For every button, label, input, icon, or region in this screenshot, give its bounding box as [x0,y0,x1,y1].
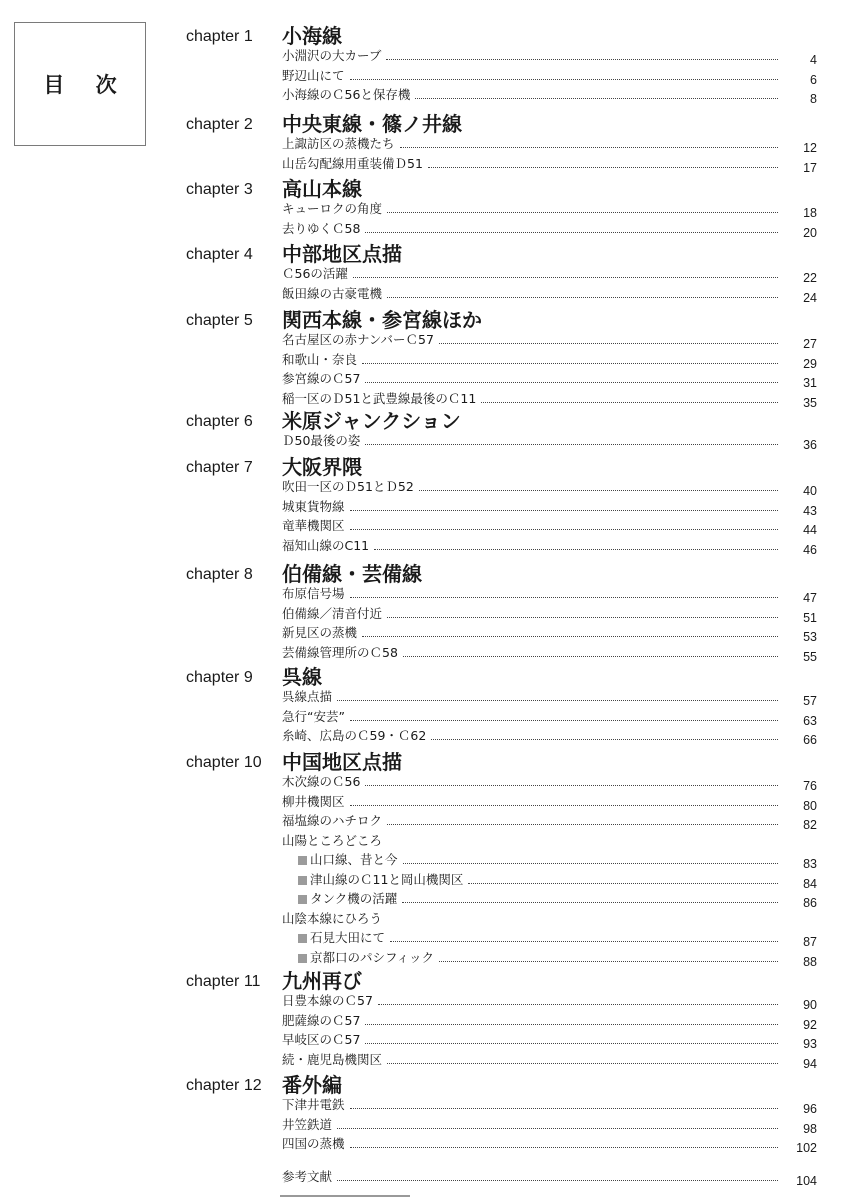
square-bullet-icon [298,954,307,963]
toc-entry [282,477,817,498]
toc-entry-label: 肥薩線のＣ57 [282,1012,361,1028]
toc-entry-label: 福塩線のハチロク [282,813,383,828]
toc-entry [282,1134,817,1155]
toc-entry-label: 小海線のＣ56と保存機 [282,87,411,102]
dot-leader [400,147,778,148]
chapter-number: chapter 12 [186,1077,262,1094]
toc-entry-label: 井笠鉄道 [282,1116,333,1132]
toc-entry-label: 参宮線のＣ57 [282,371,361,386]
toc-entry-page: 20 [803,225,817,240]
toc-entry-label [282,872,463,888]
toc-entry [282,154,817,175]
toc-entry-page: 17 [803,160,817,175]
toc-entry [282,604,817,625]
toc-entry [282,1167,817,1188]
dot-leader [428,167,778,168]
toc-title: 目 次 [43,73,129,97]
dot-leader [362,363,778,364]
chapter-title: 九州再び [282,969,362,993]
toc-entry-label: 芸備線管理所のＣ58 [282,644,398,660]
toc-entry [282,1095,817,1116]
dot-leader [387,824,778,825]
toc-entry-page: 12 [803,141,817,155]
toc-entry-label: 福知山線のC11 [282,537,370,553]
toc-entry-page: 93 [803,1037,817,1051]
toc-entry-page: 104 [796,1174,817,1188]
toc-entry [282,350,817,371]
toc-entry-page: 43 [803,503,817,518]
chapter-title: 中央東線・篠ノ井線 [282,112,462,136]
toc-entry [282,219,817,240]
toc-entry [282,831,811,849]
dot-leader [365,785,778,786]
chapter-heading [186,240,833,266]
toc-entry-page: 47 [803,591,817,605]
dot-leader [403,863,778,864]
toc-entry-page: 90 [803,998,817,1012]
toc-entry-label: Ｃ56の活躍 [282,266,348,281]
toc-entry [282,497,817,518]
toc-entry-label: 小淵沢の大カーブ [282,48,382,63]
toc-entry-label: 四国の蒸機 [282,1136,345,1151]
toc-entry-label: 続・鹿児島機関区 [282,1051,383,1067]
toc-entry [282,623,817,644]
toc-subentry [282,850,817,871]
dot-leader [350,529,778,530]
toc-entry-label: 急行“安芸” [282,708,345,724]
toc-entry-page: 87 [803,935,817,949]
toc-entry-label: 新見区の蒸機 [282,625,358,640]
chapter-heading [186,1071,833,1097]
square-bullet-icon [298,856,307,865]
toc-entry-page: 51 [803,610,817,625]
dot-leader [403,656,778,657]
dot-leader [439,961,778,962]
toc-entry [282,199,817,220]
toc-entry-label: 木次線のＣ56 [282,774,361,789]
toc-entry [282,811,817,832]
toc-entry-label: 上諏訪区の蒸機たち [282,136,395,151]
dot-leader [350,720,778,721]
chapter-title: 中部地区点描 [282,242,402,266]
toc-entry [282,687,817,708]
toc-entry-page: 76 [803,779,817,793]
dot-leader [378,1004,778,1005]
toc-title-box [14,22,146,146]
chapter-title: 小海線 [282,24,342,48]
cut-off-text-line [280,1195,410,1200]
toc-entry-label [282,852,398,868]
dot-leader [402,902,778,903]
toc-entry-label [282,950,434,966]
chapter-heading [186,967,833,993]
chapter-number: chapter 1 [186,28,253,45]
chapter-title: 大阪界隈 [282,455,362,479]
toc-entry-page: 96 [803,1102,817,1116]
dot-leader [387,297,778,298]
toc-entry-page: 66 [803,733,817,747]
toc-entry-page: 53 [803,630,817,644]
toc-entry-page: 86 [803,896,817,910]
toc-subentry-text: 石見大田にて [310,930,386,945]
toc-entry [282,536,817,557]
toc-subentry [282,948,817,969]
chapter-heading [186,175,833,201]
toc-entry [282,330,817,351]
chapter-title: 中国地区点描 [282,750,402,774]
toc-entry [282,264,817,285]
toc-entry-page: 22 [803,271,817,285]
dot-leader [362,636,778,637]
toc-entry-label: 柳井機関区 [282,793,345,809]
dot-leader [337,700,778,701]
toc-entry-label: 竜華機関区 [282,518,345,533]
dot-leader [365,1024,778,1025]
chapter-title: 高山本線 [282,177,362,201]
chapter-title: 関西本線・参宮線ほか [282,308,482,332]
square-bullet-icon [298,934,307,943]
dot-leader [350,510,778,511]
toc-entry-label: キューロクの角度 [282,201,383,216]
chapter-heading [186,407,833,433]
toc-entry [282,792,817,813]
dot-leader [350,1147,778,1148]
toc-entry [282,643,817,664]
dot-leader [468,883,778,884]
toc-entry-label: 参考文献 [282,1169,333,1184]
toc-subentry [282,928,817,949]
toc-entry-page: 8 [810,92,817,106]
chapter-number: chapter 11 [186,973,261,990]
chapter-heading [186,22,833,48]
toc-entry-label: 城東貨物線 [282,498,345,514]
toc-subentry [282,870,817,891]
dot-leader [481,402,778,403]
toc-entry-label: 山陰本線にひろう [282,910,383,926]
chapter-heading [186,560,833,586]
toc-entry [282,1115,817,1136]
chapter-number: chapter 3 [186,181,253,198]
toc-entry-label: 早岐区のＣ57 [282,1032,361,1047]
toc-entry-label: 名古屋区の赤ナンバーＣ57 [282,332,434,347]
toc-entry-label: 和歌山・奈良 [282,351,358,367]
chapter-heading [186,453,833,479]
toc-entry [282,369,817,390]
toc-entry-page: 94 [803,1056,817,1071]
toc-entry [282,134,817,155]
toc-entry-label: 山陽ところどころ [282,832,383,848]
chapter-title: 番外編 [282,1073,342,1097]
toc-entry-page: 36 [803,438,817,452]
toc-entry-label [282,930,385,946]
toc-entry [282,431,817,452]
toc-entry-label: 日豊本線のＣ57 [282,993,373,1008]
square-bullet-icon [298,895,307,904]
toc-entry [282,284,817,305]
dot-leader [387,617,778,618]
toc-entry [282,516,817,537]
dot-leader [337,1180,778,1181]
toc-entry-label: Ｄ50最後の姿 [282,433,361,448]
toc-entry-page: 27 [803,337,817,351]
chapter-heading [186,110,833,136]
chapter-title: 伯備線・芸備線 [282,562,422,586]
toc-entry-label: 呉線点描 [282,689,333,704]
dot-leader [365,382,778,383]
chapter-number: chapter 5 [186,312,253,329]
toc-entry [282,389,817,410]
toc-entry-page: 57 [803,694,817,708]
toc-entry-page: 83 [803,857,817,871]
toc-entry-page: 44 [803,523,817,537]
toc-entry-label: 野辺山にて [282,67,345,83]
dot-leader [419,490,778,491]
chapter-title: 呉線 [282,665,322,689]
dot-leader [387,212,778,213]
toc-entry-page: 40 [803,484,817,498]
chapter-number: chapter 6 [186,413,253,430]
square-bullet-icon [298,876,307,885]
toc-subentry-text: 山口線、昔と今 [310,852,398,867]
chapter-heading [186,748,833,774]
dot-leader [431,739,778,740]
toc-entry-label: 糸崎、広島のＣ59・Ｃ62 [282,728,427,743]
toc-subentry-text: タンク機の活躍 [310,891,398,906]
toc-entry-page: 24 [803,290,817,305]
dot-leader [365,1043,778,1044]
toc-entry [282,772,817,793]
toc-entry-label: 布原信号場 [282,586,345,601]
toc-entry-page: 63 [803,713,817,728]
toc-entry-label [282,891,397,907]
toc-entry-page: 88 [803,954,817,969]
toc-entry-page: 55 [803,649,817,664]
toc-entry [282,909,811,927]
toc-subentry-text: 京都口のパシフィック [310,949,435,965]
toc-entry [282,991,817,1012]
chapter-number: chapter 8 [186,566,253,583]
toc-entry-label: 吹田一区のＤ51とＤ52 [282,479,414,494]
toc-entry-page: 82 [803,818,817,832]
toc-entry-page: 18 [803,206,817,220]
toc-entry-page: 4 [810,53,817,67]
toc-entry-page: 29 [803,356,817,371]
toc-entry-page: 98 [803,1121,817,1136]
toc-subentry-text: 津山線のＣ11と岡山機関区 [310,871,464,887]
toc-entry [282,1030,817,1051]
chapter-title: 米原ジャンクション [282,409,461,433]
chapter-number: chapter 4 [186,246,253,263]
toc-entry-label: 飯田線の古豪電機 [282,285,383,301]
toc-entry [282,1050,817,1071]
toc-subentry [282,889,817,910]
chapter-number: chapter 10 [186,754,262,771]
toc-entry [282,66,817,87]
dot-leader [386,59,778,60]
toc-entry-label: 下津井電鉄 [282,1097,345,1112]
toc-entry [282,46,817,67]
dot-leader [390,941,778,942]
toc-entry-page: 6 [810,72,817,87]
dot-leader [353,277,778,278]
toc-entry [282,584,817,605]
toc-entry [282,1011,817,1032]
dot-leader [387,1063,778,1064]
dot-leader [439,343,778,344]
toc-entry-page: 92 [803,1017,817,1032]
chapter-heading [186,663,833,689]
toc-entry-label: 山岳勾配線用重装備Ｄ51 [282,155,423,171]
toc-entry-label: 去りゆくＣ58 [282,220,361,236]
toc-entry [282,726,817,747]
toc-entry [282,85,817,106]
chapter-number: chapter 7 [186,459,253,476]
toc-entry-page: 102 [796,1141,817,1155]
chapter-number: chapter 2 [186,116,253,133]
toc-entry-page: 84 [803,876,817,891]
dot-leader [415,98,778,99]
dot-leader [337,1128,778,1129]
chapter-number: chapter 9 [186,669,253,686]
dot-leader [374,549,778,550]
toc-entry [282,707,817,728]
toc-entry-page: 80 [803,798,817,813]
toc-entry-page: 35 [803,395,817,410]
dot-leader [350,1108,778,1109]
dot-leader [365,232,778,233]
toc-entry-page: 31 [803,376,817,390]
dot-leader [365,444,778,445]
toc-entry-label: 稲一区のＤ51と武豊線最後のＣ11 [282,390,477,406]
chapter-heading [186,306,833,332]
dot-leader [350,79,778,80]
toc-entry-label: 伯備線／清音付近 [282,605,383,621]
dot-leader [350,597,778,598]
toc-entry-page: 46 [803,542,817,557]
dot-leader [350,805,778,806]
